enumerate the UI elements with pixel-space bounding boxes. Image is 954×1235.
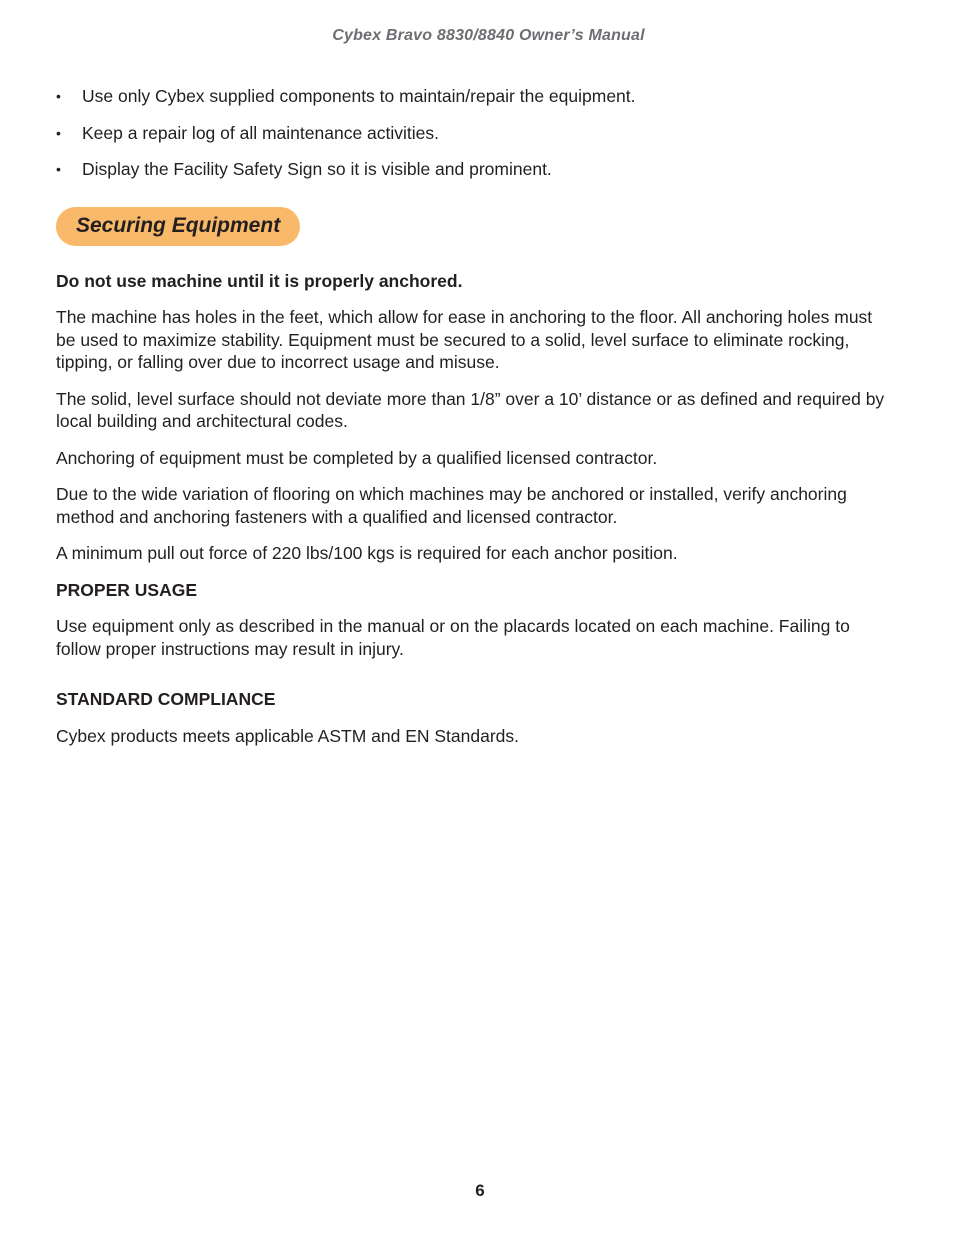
maintenance-bullet-list — [56, 85, 896, 181]
bullet-icon: • — [56, 124, 61, 141]
standard-compliance-heading: STANDARD COMPLIANCE — [56, 689, 276, 709]
bullet-icon: • — [56, 88, 61, 104]
standard-compliance-text: Cybex products meets applicable ASTM and EN Standards. — [56, 725, 520, 746]
manual-header-title: Cybex Bravo 8830/8840 Owner’s Manual — [332, 27, 645, 44]
list-item — [56, 158, 896, 181]
securing-equipment-heading: Securing Equipment — [56, 207, 300, 246]
anchoring-warning: Do not use machine until it is properly anchored. — [56, 270, 463, 291]
surface-paragraph: The solid, level surface should not deviate more than 1/8” over a 10’ distance or as defined and required by local building and architectural codes. — [56, 388, 885, 431]
page-number: 6 — [475, 1181, 485, 1200]
page-content — [56, 85, 896, 747]
anchoring-paragraph: The machine has holes in the feet, which allow for ease in anchoring to the floor. All anchoring holes must be used to maximize stability. Equipment must be secured to a solid, level surface to eliminate rocking, tipping, or falling over due to incorrect usage and misuse. — [56, 307, 873, 372]
bullet-icon: • — [56, 161, 61, 177]
list-item — [56, 85, 896, 108]
contractor-paragraph: Anchoring of equipment must be completed by a qualified licensed contractor. — [56, 447, 658, 468]
proper-usage-text: Use equipment only as described in the manual or on the placards located on each machine. Failing to follow proper instructions may result in injury. — [56, 616, 850, 659]
bullet-text: Use only Cybex supplied components to maintain/repair the equipment. — [82, 86, 636, 106]
bullet-text: Keep a repair log of all maintenance activities. — [82, 122, 440, 143]
list-item — [56, 122, 896, 145]
flooring-paragraph: Due to the wide variation of flooring on which machines may be anchored or installed, verify anchoring method and anchoring fasteners with a qualified and licensed contractor. — [56, 484, 847, 527]
proper-usage-heading: PROPER USAGE — [56, 579, 197, 600]
pull-force-paragraph: A minimum pull out force of 220 lbs/100 kgs is required for each anchor position. — [56, 543, 678, 563]
bullet-text: Display the Facility Safety Sign so it is visible and prominent. — [82, 159, 552, 179]
